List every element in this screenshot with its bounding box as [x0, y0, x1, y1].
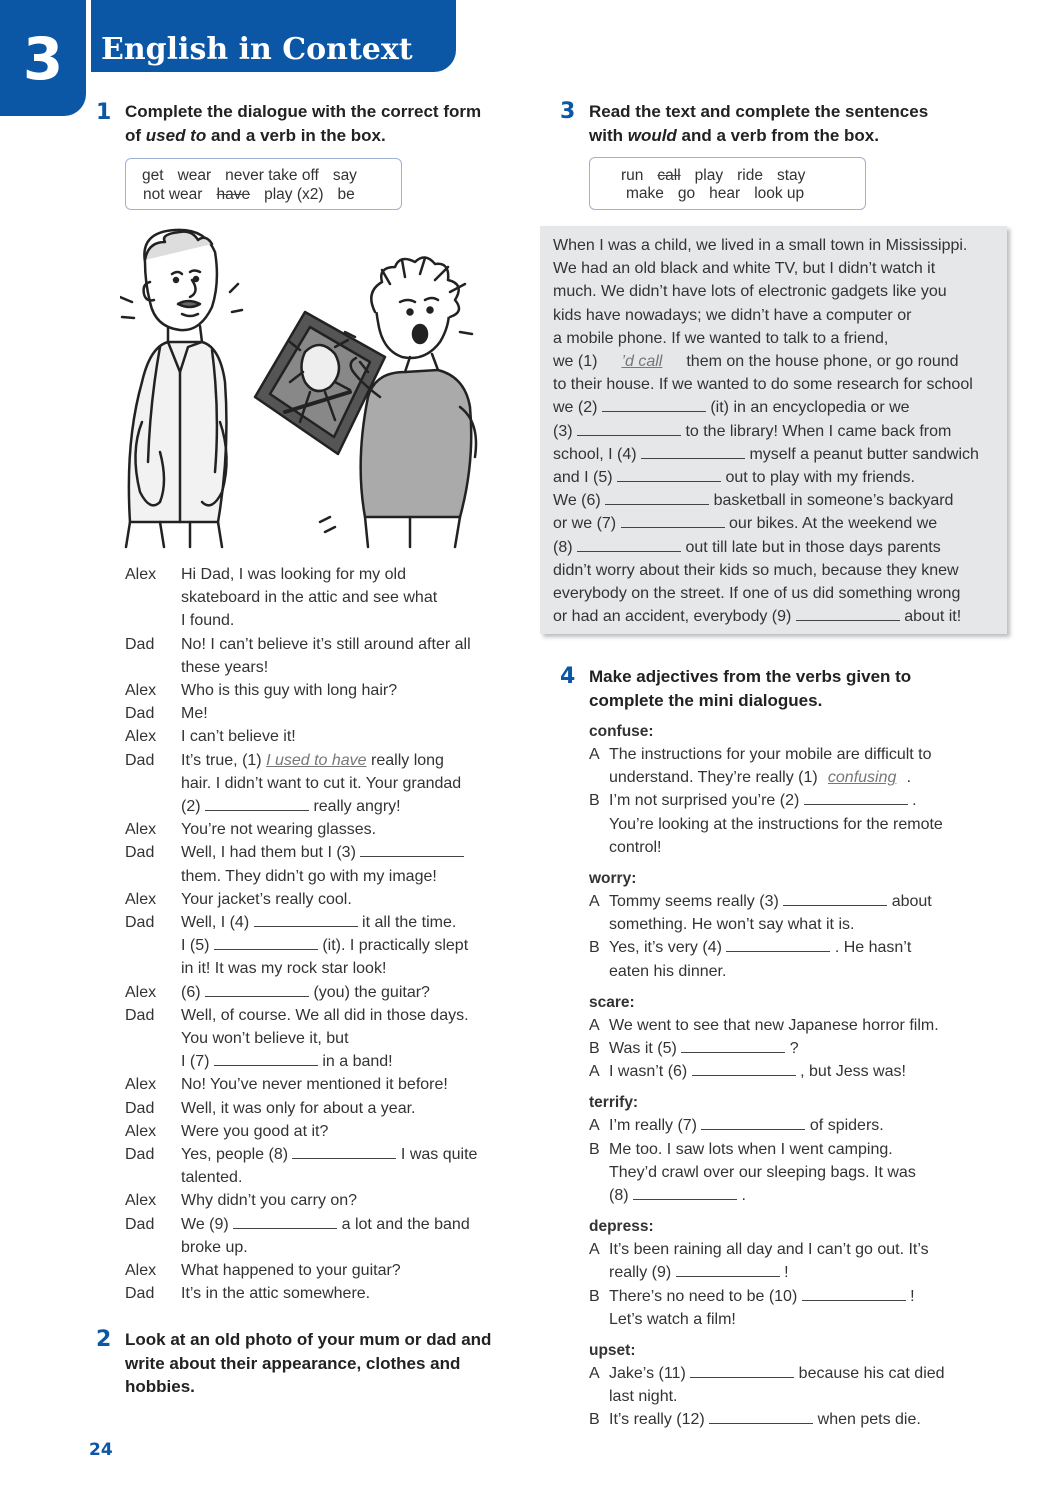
- page-title: English in Context: [101, 32, 413, 67]
- instruction-line: Make adjectives from the verbs given to: [589, 667, 912, 686]
- exercise-3-instruction: [589, 100, 1009, 147]
- answer-example: I used to have: [266, 751, 367, 769]
- answer-blank: [214, 934, 318, 950]
- speaker-letter: A: [589, 1117, 600, 1135]
- speaker-name: Alex: [125, 728, 157, 746]
- mini-dialogue-line: [589, 1362, 989, 1408]
- dialogue-text: Well, I (4) it all the time. I (5) (it). I practically slept in it! It was my rock star look!: [181, 911, 510, 981]
- speaker-name: Alex: [125, 1192, 157, 1210]
- answer-blank: [783, 890, 887, 906]
- speaker-name: Alex: [125, 983, 157, 1001]
- instruction-line: with would and a verb from the box.: [589, 125, 879, 145]
- text-line: much. We didn’t have lots of electronic gadgets like you: [553, 283, 947, 301]
- exercise-1-number: 1: [96, 100, 112, 125]
- speaker-name: Dad: [125, 751, 155, 769]
- dialogue-line: [125, 841, 510, 887]
- answer-blank: [709, 1408, 813, 1424]
- mini-dialogue-text: Me too. I saw lots when I went camping. They’d crawl over our sleeping bags. It was (8) .: [609, 1140, 916, 1205]
- dialogue-text: Were you good at it?: [181, 1122, 329, 1140]
- text-line: and I (5) out to play with my friends.: [553, 466, 1003, 489]
- text-line: school, I (4) myself a peanut butter sandwich: [553, 443, 1003, 466]
- dialogue-text: Me!: [181, 705, 208, 723]
- speaker-letter: A: [589, 1063, 600, 1081]
- dialogue-text: Yes, people (8) I was quite talented.: [181, 1143, 510, 1189]
- speaker-letter: A: [589, 746, 600, 763]
- answer-blank: [690, 1362, 794, 1378]
- instruction-line: Look at an old photo of your mum or dad and: [125, 1330, 492, 1349]
- answer-blank: [292, 1143, 396, 1159]
- dialogue-line: [125, 981, 510, 1004]
- dialogue-text: No! You’ve never mentioned it before!: [181, 1076, 448, 1094]
- word-option: look up: [754, 185, 805, 202]
- exercise-4-instruction: [589, 665, 1009, 712]
- word-option: get: [142, 167, 164, 184]
- exercise-2-number: 2: [96, 1327, 112, 1352]
- speaker-name: Dad: [125, 1146, 155, 1164]
- speaker-letter: B: [589, 1140, 600, 1158]
- dialogue-line: [125, 1120, 510, 1143]
- answer-blank: [214, 1050, 318, 1066]
- mini-dialogue-line: [589, 789, 989, 859]
- speaker-name: Dad: [125, 1006, 155, 1024]
- dialogue-line: [125, 818, 510, 841]
- text-line: kids have nowadays; we didn’t have a computer or: [553, 306, 912, 324]
- dialogue-text: It’s in the attic somewhere.: [181, 1285, 371, 1303]
- mini-dialogue-text: It’s really (12) when pets die.: [609, 1408, 989, 1431]
- speaker-name: Dad: [125, 705, 155, 723]
- page-number: 24: [89, 1440, 113, 1460]
- text-line: didn’t worry about their kids so much, because they knew: [553, 561, 959, 579]
- word-option: not wear: [143, 186, 203, 203]
- answer-blank: [577, 420, 681, 436]
- answer-blank: [796, 605, 900, 621]
- answer-blank: [641, 443, 745, 459]
- instruction-line: Complete the dialogue with the correct form: [125, 102, 482, 121]
- word-box-row: [143, 185, 355, 204]
- text-line: (3) to the library! When I came back from: [553, 420, 1003, 443]
- mini-dialogue-line: [589, 1408, 989, 1431]
- dialogue-line: [125, 888, 510, 911]
- dialogue-line: [125, 702, 510, 725]
- speaker-name: Dad: [125, 1285, 155, 1303]
- speaker-name: Dad: [125, 844, 155, 862]
- speaker-name: Dad: [125, 1215, 155, 1233]
- word-option: play: [694, 167, 724, 184]
- verb-heading: depress:: [589, 1218, 654, 1236]
- dialogue: [125, 563, 510, 1306]
- answer-blank: [692, 1060, 796, 1076]
- word-option: never take off: [225, 167, 319, 184]
- word-option: say: [332, 167, 357, 184]
- dialogue-text: What happened to your guitar?: [181, 1262, 401, 1280]
- text-line: we (2) (it) in an encyclopedia or we: [553, 396, 1003, 419]
- exercise-1-instruction: [125, 100, 515, 147]
- answer-blank: [633, 1184, 737, 1200]
- instruction-line: of used to and a verb in the box.: [125, 125, 386, 145]
- dialogue-line: [125, 1189, 510, 1212]
- verb-heading: worry:: [589, 870, 637, 888]
- answer-example: confusing: [827, 769, 897, 787]
- mini-dialogue-text: I’m not surprised you’re (2) . You’re looking at the instructions for the remote control!: [609, 789, 989, 859]
- answer-example: ’d call: [621, 353, 663, 371]
- dialogue-text: Well, of course. We all did in those days. You won’t believe it, but I (7) in a band!: [181, 1006, 469, 1071]
- word-box-1: [125, 158, 402, 210]
- dialogue-text: Well, I had them but I (3) them. They didn’t go with my image!: [181, 841, 510, 887]
- answer-blank: [205, 795, 309, 811]
- dialogue-text: You’re not wearing glasses.: [181, 821, 377, 839]
- word-box-3: [589, 157, 866, 210]
- mini-dialogue-line: [589, 1114, 989, 1137]
- speaker-letter: B: [589, 1411, 600, 1429]
- mini-dialogue-line: [589, 936, 989, 982]
- answer-blank: [233, 1213, 337, 1229]
- dialogue-line: [125, 563, 510, 633]
- speaker-name: Dad: [125, 1099, 155, 1117]
- dialogue-text: Hi Dad, I was looking for my old skateboard in the attic and see what I found.: [181, 566, 438, 630]
- dialogue-line: [125, 1143, 510, 1189]
- speaker-name: Alex: [125, 682, 157, 700]
- mini-dialogue-line: [589, 1238, 989, 1284]
- word-option: make: [626, 185, 664, 202]
- mini-dialogue-line: [589, 1060, 989, 1083]
- speaker-letter: A: [589, 1016, 600, 1034]
- text-line: a mobile phone. If we wanted to talk to a friend,: [553, 329, 889, 347]
- answer-blank: [621, 512, 725, 528]
- dialogue-line: [125, 749, 510, 819]
- exercise-4-number: 4: [560, 664, 576, 689]
- dialogue-line: [125, 911, 510, 981]
- answer-blank: [701, 1114, 805, 1130]
- mini-dialogue-text: Tommy seems really (3) about something. He won’t say what it is.: [609, 890, 989, 936]
- speaker-letter: B: [589, 1040, 600, 1058]
- mini-dialogue-line: [589, 1285, 989, 1331]
- answer-blank: [577, 536, 681, 552]
- text-line: to their house. If we wanted to do some research for school: [553, 376, 973, 394]
- dialogue-text: Who is this guy with long hair?: [181, 682, 398, 700]
- dialogue-line: [125, 1097, 510, 1120]
- mini-dialogue-text: There’s no need to be (10) ! Let’s watch a film!: [609, 1285, 989, 1331]
- text-line: We had an old black and white TV, but I didn’t watch it: [553, 260, 936, 278]
- mini-dialogue-text: Jake’s (11) because his cat died last night.: [609, 1362, 989, 1408]
- dialogue-text: We (9) a lot and the band broke up.: [181, 1213, 510, 1259]
- speaker-letter: A: [589, 1365, 600, 1383]
- answer-blank: [254, 911, 358, 927]
- answer-blank: [205, 981, 309, 997]
- word-option: wear: [177, 167, 212, 184]
- mini-dialogue-line: [589, 1037, 989, 1060]
- text-line: we (1) ’d call them on the house phone, or go round: [553, 350, 1003, 373]
- dialogue-text: I can’t believe it!: [181, 728, 296, 746]
- mini-dialogue-text: The instructions for your mobile are difficult to understand. They’re really (1) confusing .: [609, 743, 989, 789]
- speaker-letter: B: [589, 939, 600, 957]
- speaker-name: Alex: [125, 566, 157, 583]
- speaker-letter: B: [589, 1287, 600, 1305]
- answer-blank: [617, 466, 721, 482]
- text-line: or had an accident, everybody (9) about it!: [553, 605, 1003, 628]
- speaker-letter: B: [589, 792, 600, 810]
- verb-heading: upset:: [589, 1342, 636, 1360]
- answer-blank: [681, 1037, 785, 1053]
- word-option: play (x2): [264, 186, 324, 203]
- word-option: go: [677, 185, 696, 202]
- word-option: hear: [709, 185, 741, 202]
- word-option: ride: [737, 167, 763, 184]
- word-option: be: [337, 186, 355, 203]
- unit-number: 3: [22, 25, 64, 93]
- answer-blank: [676, 1261, 780, 1277]
- father-son-illustration: [120, 222, 500, 552]
- word-box-row: [626, 184, 804, 203]
- dialogue-text: No! I can’t believe it’s still around after all these years!: [181, 635, 471, 676]
- text-line: When I was a child, we lived in a small town in Mississippi.: [553, 237, 968, 254]
- dialogue-text: It’s true, (1) I used to have really long hair. I didn’t want to cut it. Your grandad (2) really angry!: [181, 751, 462, 816]
- struck-word: call: [657, 167, 681, 184]
- speaker-letter: A: [589, 1241, 600, 1259]
- mini-dialogues: [589, 720, 989, 1432]
- speaker-name: Alex: [125, 821, 157, 839]
- exercise-3-number: 3: [560, 99, 576, 124]
- dialogue-text: Your jacket’s really cool.: [181, 890, 352, 908]
- dialogue-line: [125, 1213, 510, 1259]
- mini-dialogue-line: [589, 1014, 989, 1037]
- answer-blank: [804, 789, 908, 805]
- instruction-emphasis: would: [627, 125, 677, 145]
- speaker-name: Alex: [125, 890, 157, 908]
- mini-dialogue-text: We went to see that new Japanese horror film.: [609, 1016, 939, 1034]
- text-line: or we (7) our bikes. At the weekend we: [553, 512, 1003, 535]
- dialogue-line: [125, 633, 510, 679]
- mini-dialogue-line: [589, 1138, 989, 1208]
- word-box-row: [142, 166, 357, 185]
- dialogue-line: [125, 725, 510, 748]
- dialogue-text: Well, it was only for about a year.: [181, 1099, 416, 1117]
- instruction-emphasis: used to: [145, 125, 207, 145]
- text-line: (8) out till late but in those days parents: [553, 536, 1003, 559]
- struck-word: have: [216, 186, 251, 203]
- dialogue-line: [125, 1073, 510, 1096]
- answer-blank: [360, 841, 464, 857]
- dialogue-line: [125, 679, 510, 702]
- speaker-letter: A: [589, 893, 600, 911]
- mini-dialogue-text: I’m really (7) of spiders.: [609, 1114, 989, 1137]
- mini-dialogue-text: Was it (5) ?: [609, 1037, 989, 1060]
- speaker-name: Alex: [125, 1262, 157, 1280]
- text-line: We (6) basketball in someone’s backyard: [553, 489, 1003, 512]
- mini-dialogue-text: I wasn’t (6) , but Jess was!: [609, 1060, 989, 1083]
- word-option: stay: [776, 167, 806, 184]
- dialogue-line: [125, 1259, 510, 1282]
- reading-text: [553, 234, 1003, 628]
- instruction-line: complete the mini dialogues.: [589, 690, 823, 710]
- dialogue-line: [125, 1282, 510, 1305]
- word-option: run: [621, 167, 644, 184]
- instruction-line: write about their appearance, clothes and: [125, 1353, 461, 1373]
- text-line: everybody on the street. If one of us did something wrong: [553, 585, 961, 603]
- answer-blank: [802, 1285, 906, 1301]
- mini-dialogue-line: [589, 743, 989, 789]
- answer-blank: [602, 396, 706, 412]
- speaker-name: Alex: [125, 1122, 157, 1140]
- verb-heading: scare:: [589, 993, 635, 1011]
- mini-dialogue-line: [589, 890, 989, 936]
- instruction-line: hobbies.: [125, 1377, 195, 1396]
- dialogue-line: [125, 1004, 510, 1074]
- speaker-name: Dad: [125, 635, 155, 653]
- exercise-2-instruction: [125, 1328, 515, 1399]
- verb-heading: confuse:: [589, 723, 654, 740]
- dialogue-text: Why didn’t you carry on?: [181, 1192, 358, 1210]
- dialogue-text: (6) (you) the guitar?: [181, 981, 510, 1004]
- mini-dialogue-text: Yes, it’s very (4) . He hasn’t eaten his dinner.: [609, 936, 989, 982]
- verb-heading: terrify:: [589, 1094, 639, 1112]
- answer-blank: [726, 936, 830, 952]
- word-box-row: [621, 166, 805, 185]
- speaker-name: Dad: [125, 914, 155, 932]
- speaker-name: Alex: [125, 1076, 157, 1094]
- mini-dialogue-text: It’s been raining all day and I can’t go out. It’s really (9) !: [609, 1241, 929, 1282]
- instruction-line: Read the text and complete the sentences: [589, 102, 929, 121]
- answer-blank: [605, 489, 709, 505]
